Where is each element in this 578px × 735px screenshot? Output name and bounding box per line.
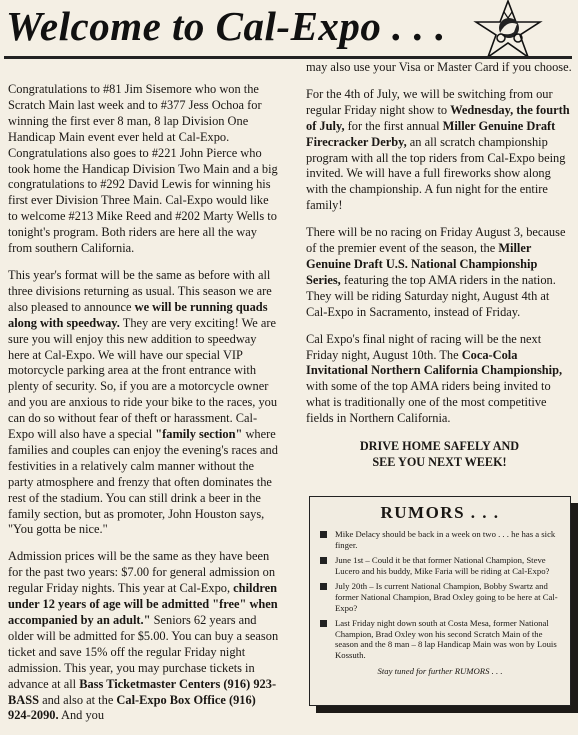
paragraph-payment [306,60,573,76]
rumor-text: July 20th – Is current National Champion, Bobby Swartz and former National Champion, Brad Oxley going to be here at Cal-Expo? [335,581,558,613]
bold-text: Miller Genuine Draft U.S. National Championship Series, [306,241,538,287]
bold-text: Wednesday, the fourth of July, [306,102,570,133]
bold-text: "family section" [155,427,243,442]
paragraph-text: for the first annual [344,118,443,133]
paragraph-format [8,268,280,538]
bold-text: children under 12 years of age will be admitted "free" when accompanied by an adult." [8,581,278,627]
paragraph-text: an all scratch championship program with all the top riders from Cal-Expo being invited. We will have a full fireworks show along with the championship. A fun night for the entire family! [306,134,566,213]
square-bullet-icon [320,583,327,590]
rumor-item [320,529,562,550]
rumor-text: Last Friday night down south at Costa Mesa, former National Champion, Brad Oxley won his second Scratch Main of the season and the 8 man – 8 lap Handicap Main was won by Louis Kossuth. [335,618,557,660]
paragraph-text: They are very exciting! We are sure you will enjoy this new addition to speedway here at Cal-Expo. We will have our special VIP motorcycle parking area at the front entrance with plenty of security. So, if you are a motorcycle owner and you are anxious to ride your bike to the races, you can do so without fear of theft or harassment. Cal-Expo will also have a special [8,315,278,442]
paragraph-text: featuring the top AMA riders in the nation. They will be riding Saturday night, August 4th at Cal-Expo in Sacramento, instead of Friday. [306,272,556,319]
rumors-footer: Stay tuned for further RUMORS . . . [377,665,503,676]
right-column [306,60,573,480]
closing-message [306,438,573,470]
paragraph-text: This year's format will be the same as before with all three divisions returning as usual. This season we are also pleased to announce [8,267,272,314]
bold-text: Cal-Expo Box Office (916) 924-2090. [8,692,256,723]
paragraph-text: with some of the top AMA riders being invited to what is traditionally one of the most competitive fields in Northern California. [306,379,551,426]
bold-text: Bass Ticketmaster Centers (916) 923-BASS [8,676,277,707]
bold-text: Miller Genuine Draft Firecracker Derby, [306,118,556,149]
paragraph-text: Congratulations to #81 Jim Sisemore who won the Scratch Main last week and to #377 Jess Ochoa for winning the first ever 8 man, 8 lap Division One Handicap Main event ever held at Cal-Expo. Congratulations also goes to #221 John Pierce who took home the Handicap Division Two Main and a big congratulations to #292 David Lewis for winning his first ever Division Three Main. Cal-Expo would like to welcome #213 Mike Reed and #202 Marty Wells to tonight's program. Both riders are here all the way from southern California. [8,82,278,256]
bold-text: we will be running quads along with speedway. [8,299,268,330]
bold-text: Coca-Cola Invitational Northern California Championship, [306,347,563,378]
closing-line: SEE YOU NEXT WEEK! [372,455,507,470]
paragraph-text: Cal Expo's final night of racing will be the next Friday night, August 10th. The [306,331,542,362]
paragraph-text: For the 4th of July, we will be switching from our regular Friday night show to [306,86,553,117]
paragraph-august-third [306,225,573,320]
paragraph-congratulations [8,82,280,257]
closing-line: DRIVE HOME SAFELY AND [359,439,520,454]
page-title: Welcome to Cal-Expo . . . [6,3,446,49]
star-rider-emblem-icon [470,0,548,58]
paragraph-text: There will be no racing on Friday August 3, because of the premier event of the season, the [306,225,566,256]
rumor-item [320,581,562,613]
paragraph-text: and also at the [39,692,117,707]
square-bullet-icon [320,557,327,564]
paragraph-text: Admission prices will be the same as they have been for the past two years: $7.00 for general admission on regular Friday nights. This year at Cal-Expo, [8,549,276,596]
left-column [8,82,280,735]
rumor-item [320,618,562,660]
square-bullet-icon [320,620,327,627]
rumor-text: June 1st – Could it be that former National Champion, Steve Lucero and his buddy, Mike Faria will be riding at Cal-Expo? [335,555,550,576]
header-rule [4,56,572,59]
paragraph-text: Seniors 62 years and older will be admitted for $5.00. You can buy a season ticket and save 15% off the regular Friday night admission. This year, you may purchase tickets in advance at all [8,613,279,691]
rumors-box [309,496,571,706]
rumor-item [320,555,562,576]
rumors-title: RUMORS . . . [380,503,500,522]
paragraph-final-night [306,332,573,427]
paragraph-text: where families and couples can enjoy the evening's races and festivities in a relatively calm manner without the party atmosphere and frenzy that often dominates the rest of the stadium. You can still drink a beer in the family section, but as promoter, John Houston says, "You gotta be nice." [8,427,278,537]
square-bullet-icon [320,531,327,538]
rumor-text: Mike Delacy should be back in a week on two . . . he has a sick finger. [335,529,556,550]
paragraph-admission [8,549,280,724]
page-header [0,0,577,58]
paragraph-text: And you [58,708,105,723]
paragraph-july-fourth [306,87,573,214]
paragraph-text: may also use your Visa or Master Card if you choose. [306,60,572,74]
